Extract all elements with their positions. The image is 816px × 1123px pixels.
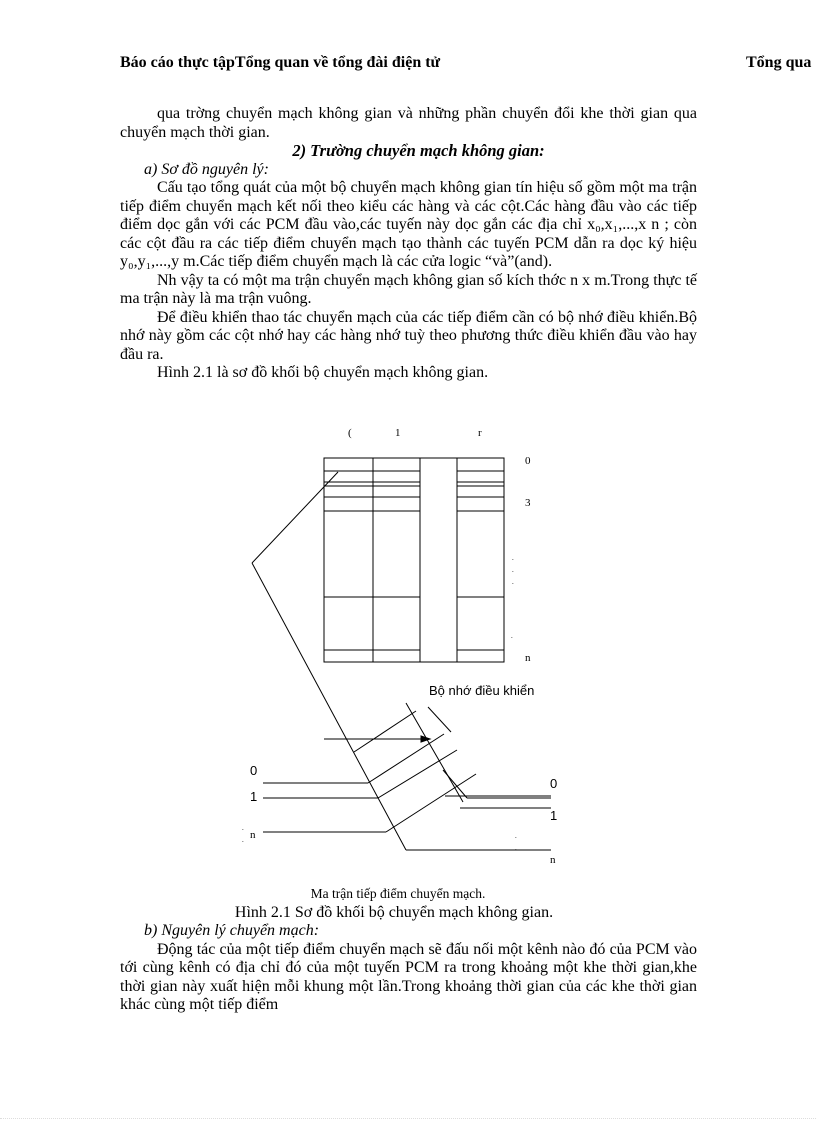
matrix-grid bbox=[324, 458, 504, 662]
paragraph-1: qua trờng chuyển mạch không gian và những phần chuyển đổi khe thời gian qua chuyển mạch thời gian. bbox=[120, 105, 697, 141]
row-label-0: 0 bbox=[525, 455, 531, 467]
input-label-1: 1 bbox=[250, 789, 258, 804]
paragraph-3: Nh vậy ta có một ma trận chuyển mạch không gian số kích thớc n x m.Trong thực tế ma trận này là ma trận vuông. bbox=[120, 271, 697, 307]
subheading-b: b) Nguyên lý chuyển mạch: bbox=[144, 922, 320, 939]
header-title-right: Tổng qua bbox=[746, 54, 812, 71]
crosspoint-lines bbox=[263, 703, 551, 850]
figure-sub-caption: Ma trận tiếp điểm chuyển mạch. bbox=[310, 886, 486, 901]
svg-text:.: . bbox=[511, 632, 513, 640]
switch-matrix-diagram bbox=[230, 420, 570, 880]
upper-text bbox=[120, 105, 697, 383]
svg-text:.: . bbox=[512, 554, 514, 562]
input-label-0: 0 bbox=[250, 763, 258, 778]
svg-text:.: . bbox=[242, 824, 244, 832]
page-bottom-divider bbox=[0, 1118, 816, 1119]
col-label-1: 1 bbox=[395, 427, 401, 439]
row-label-n: n bbox=[525, 652, 531, 664]
paragraph-2: Cấu tạo tổng quát của một bộ chuyển mạch không gian tín hiệu số gồm một ma trận tiếp điểm chuyển mạch kết nối theo kiểu các hàng và các cột.Các hàng đầu vào các tiếp điểm dọc gắn với các PCM đầu vào,các tuyến này dọc gắn các địa chỉ x₀,x₁,...,x n ; còn các cột đầu ra các tiếp điểm chuyển mạch tạo thành các tuyến PCM dẫn ra dọc ký hiệu y₀,y₁,...,y m.Các tiếp điểm chuyển mạch là các cửa logic “và”(and). bbox=[120, 179, 697, 270]
header-title: Báo cáo thực tậpTổng quan về tổng đài điện tử bbox=[120, 54, 441, 71]
section-heading: 2) Trường chuyển mạch không gian: bbox=[292, 141, 545, 160]
svg-text:.: . bbox=[242, 836, 244, 844]
subheading-a: a) Sơ đồ nguyên lý: bbox=[144, 160, 269, 178]
svg-text:.: . bbox=[512, 578, 514, 586]
svg-text:.: . bbox=[512, 566, 514, 574]
lower-text bbox=[120, 922, 697, 1015]
row-label-3: 3 bbox=[525, 497, 531, 509]
output-label-1: 1 bbox=[550, 808, 558, 823]
svg-text:.: . bbox=[515, 832, 517, 840]
output-label-0: 0 bbox=[550, 776, 558, 791]
col-label-0: ( bbox=[348, 427, 352, 439]
paragraph-5: Hình 2.1 là sơ đồ khối bộ chuyển mạch không gian. bbox=[157, 364, 489, 381]
memory-label: Bộ nhớ điều khiển bbox=[429, 683, 535, 698]
output-label-n: n bbox=[550, 854, 556, 866]
figure-caption: Hình 2.1 Sơ đồ khối bộ chuyển mạch không gian. bbox=[234, 904, 554, 921]
col-label-r: r bbox=[478, 427, 482, 439]
input-label-n: n bbox=[250, 829, 256, 841]
svg-text:.: . bbox=[515, 844, 517, 852]
paragraph-6: Động tác của một tiếp điểm chuyển mạch sẽ đấu nối một kênh nào đó của PCM vào tới cùng kênh có địa chỉ đó của một tuyến PCM ra trong khoảng một khe thời gian,khe thời gian này xuất hiện mỗi khung một lần.Trong khoảng thời gian của các khe thời gian khác cùng một tiếp điểm bbox=[120, 940, 697, 1013]
paragraph-4: Để điều khiển thao tác chuyển mạch của các tiếp điểm cần có bộ nhớ điều khiển.Bộ nhớ này gồm các cột nhớ hay các hàng nhớ tuỳ theo phương thức điều khiển đầu vào hay đầu ra. bbox=[120, 308, 697, 363]
